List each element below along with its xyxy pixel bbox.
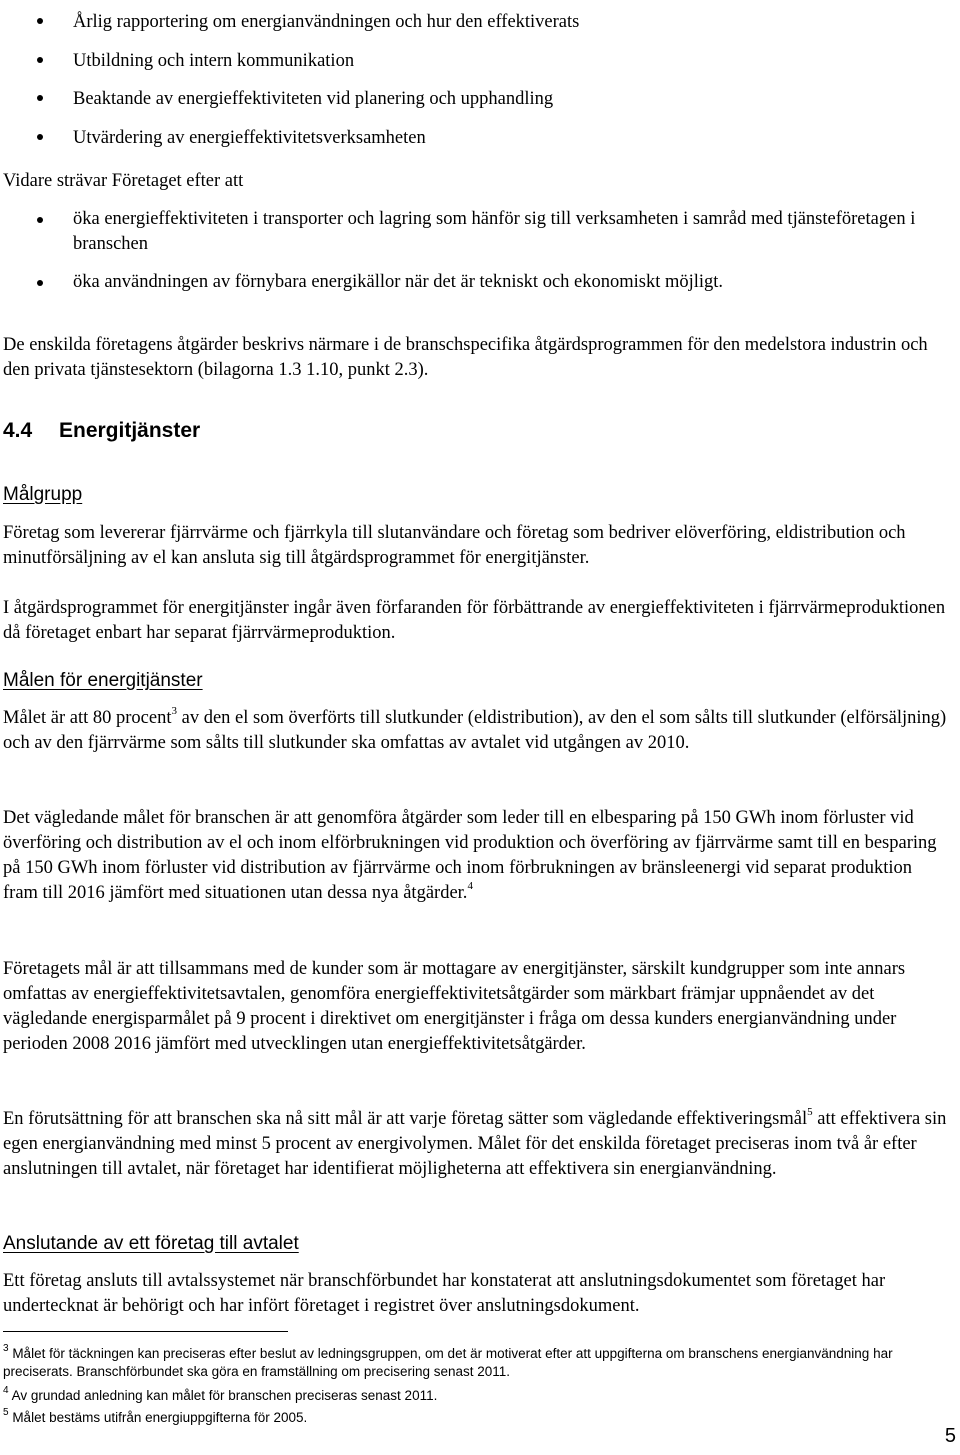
list-item: öka energieffektiviteten i transporter och lagring som hänför sig till verksamheten i samråd med tjänsteföretagen i branschen — [0, 207, 940, 257]
section-heading — [3, 419, 200, 443]
bullet-icon — [37, 95, 43, 101]
paragraph-enskilda: De enskilda företagens åtgärder beskrivs närmare i de branschspecifika åtgärdsprogrammen för den medelstora industrin och den privata tjänstesektorn (bilagorna 1.3 1.10, punkt 2.3). — [3, 335, 928, 380]
footnote-5: $^5$ Målet bestäms utifrån energiuppgifterna för 2005. — [3, 1407, 308, 1425]
malen-paragraph-1: Målet är att 80 procent$^3$ av den el som överförts till slutkunder (eldistribution), av den el som sålts till slutkunder (elförsäljning) och av den fjärrvärme som sålts till slutkunder ska omfattas av avtalet vid utgången av 2010. — [3, 705, 947, 753]
section-title: Energitjänster — [59, 419, 201, 442]
anslutande-paragraph: Ett företag ansluts till avtalssystemet när branschförbundet har konstaterat att anslutningsdokumentet som företaget har undertecknat är behörigt och har infört företaget i registret över anslutningsdokument. — [3, 1271, 886, 1316]
list-item: Utvärdering av energieffektivitetsverksamheten — [0, 119, 940, 158]
bullet-icon — [37, 280, 43, 286]
footnote-ref: 4 — [467, 880, 473, 892]
subheading-malgrupp: Målgrupp — [3, 484, 83, 505]
bullet-icon — [37, 57, 43, 63]
list-item: Beaktande av energieffektiviteten vid planering och upphandling — [0, 80, 940, 119]
list-item: öka användningen av förnybara energikällor när det är tekniskt och ekonomiskt möjligt. — [0, 270, 940, 295]
malgrupp-paragraph-2: I åtgärdsprogrammet för energitjänster ingår även förfaranden för förbättrande av energieffektiviteten i fjärrvärmeproduktionen då företaget enbart har separat fjärrvärmeproduktion. — [3, 598, 946, 643]
malen-paragraph-2: Det vägledande målet för branschen är att genomföra åtgärder som leder till en elbesparing på 150 GWh inom förluster vid överföring och distribution av el och inom elförbrukningen vid produktion och överföring av fjärrvärme samt till en besparing på 150 GWh inom förluster vid distribution av fjärrvärme och inom förbrukningen av bränsleenergi vid separat produktion fram till 2016 jämfört med situationen utan dessa nya åtgärder.$^4$ — [3, 808, 937, 903]
list-item: Utbildning och intern kommunikation — [0, 42, 940, 81]
intro-paragraph: Vidare strävar Företaget efter att — [3, 171, 244, 191]
bullet-list-1 — [0, 3, 940, 157]
bullet-icon — [37, 18, 43, 24]
bullet-icon — [37, 134, 43, 140]
bullet-icon — [37, 217, 43, 223]
footnote-divider — [3, 1331, 288, 1332]
footnote-4: $^4$ Av grundad anledning kan målet för branschen preciseras senast 2011. — [3, 1385, 438, 1403]
subheading-malen: Målen för energitjänster — [3, 670, 203, 691]
malen-paragraph-4: En förutsättning för att branschen ska nå sitt mål är att varje företag sätter som vägledande effektiveringsmål$^5$ att effektivera sin egen energianvändning med minst 5 procent av energivolymen. Målet för det enskilda företaget preciseras inom två år efter anslutningen till avtalet, när företaget har identifierat möjligheterna att effektivera sin energianvändning. — [3, 1106, 947, 1179]
list-item: Årlig rapportering om energianvändningen och hur den effektiverats — [0, 3, 940, 42]
footnote-ref: 5 — [807, 1106, 813, 1118]
footnote-ref: 3 — [171, 705, 177, 717]
section-number: 4.4 — [3, 419, 33, 442]
malgrupp-paragraph-1: Företag som levererar fjärrvärme och fjärrkyla till slutanvändare och företag som bedriver elöverföring, eldistribution och minutförsäljning av el kan ansluta sig till åtgärdsprogrammet för energitjänster. — [3, 523, 906, 568]
bullet-list-2 — [0, 207, 940, 295]
page-number: 5 — [944, 1425, 956, 1447]
malen-paragraph-3: Företagets mål är att tillsammans med de kunder som är mottagare av energitjänster, särskilt kundgrupper som inte annars omfattas av energieffektivitetsavtalen, genomföra energieffektivitetsåtgärder som märkbart främjar uppnåendet av det vägledande energisparmålet på 9 procent i direktivet om energitjänster i fråga om dessa kunders energianvändning under perioden 2008 2016 jämfört med utvecklingen utan energieffektivitetsåtgärder. — [3, 959, 906, 1054]
subheading-anslutande: Anslutande av ett företag till avtalet — [3, 1233, 299, 1254]
footnote-3: $^3$ Målet för täckningen kan preciseras efter beslut av ledningsgruppen, om det är motiverat efter att uppgifterna om branschens energianvändning har preciserats. Branschförbundet ska göra en framställning om precisering senast 2011. — [3, 1343, 893, 1379]
